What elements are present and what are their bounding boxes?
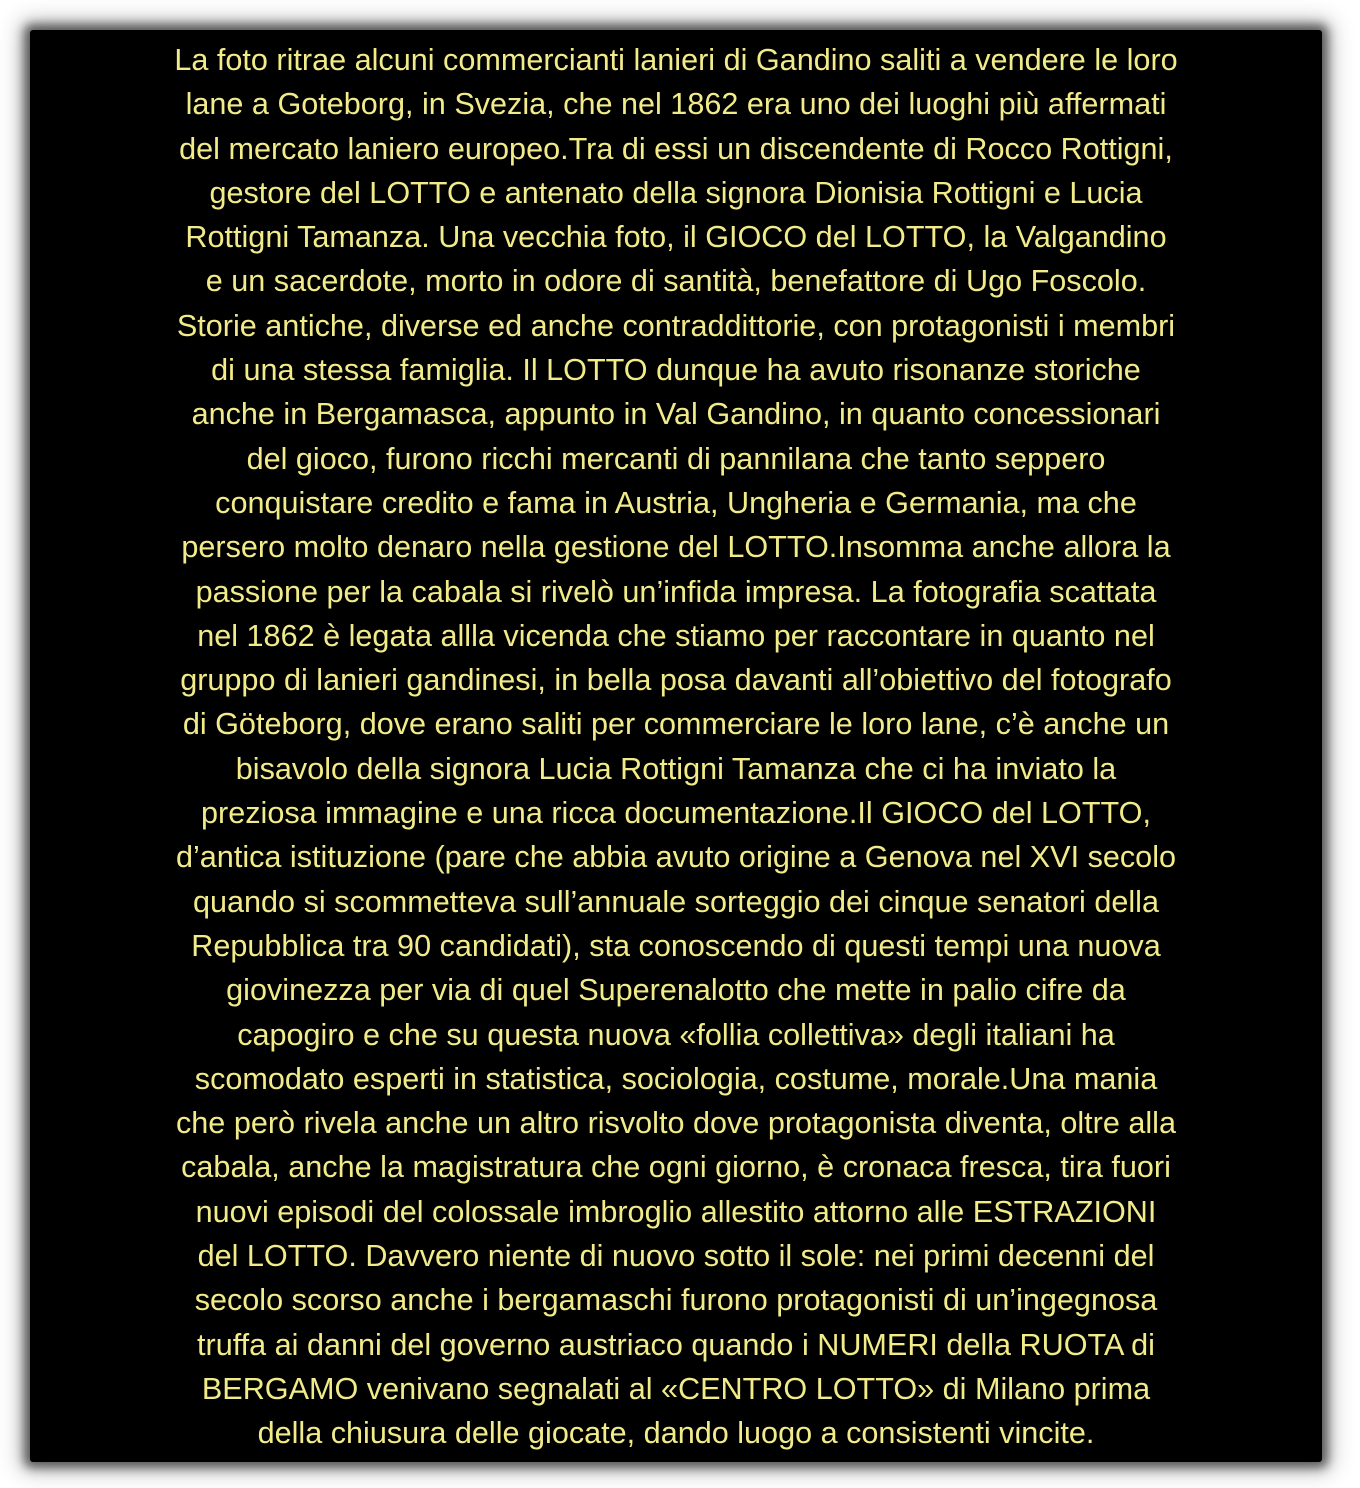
text-line: preziosa immagine e una ricca documentazione.Il GIOCO del LOTTO, <box>201 796 1151 831</box>
text-line: cabala, anche la magistratura che ogni giorno, è cronaca fresca, tira fuori <box>181 1150 1171 1185</box>
text-line: secolo scorso anche i bergamaschi furono protagonisti di un’ingegnosa <box>194 1283 1158 1318</box>
text-line: capogiro e che su questa nuova «follia collettiva» degli italiani ha <box>237 1017 1115 1052</box>
text-panel <box>30 30 1322 1462</box>
text-line: del mercato laniero europeo.Tra di essi un discendente di Rocco Rottigni, <box>179 131 1173 166</box>
text-line: d’antica istituzione (pare che abbia avuto origine a Genova nel XVI secolo <box>175 840 1177 875</box>
text-line: che però rivela anche un altro risvolto dove protagonista diventa, oltre alla <box>176 1106 1176 1141</box>
text-line: persero molto denaro nella gestione del LOTTO.Insomma anche allora la <box>181 530 1171 565</box>
text-line: nel 1862 è legata allla vicenda che stiamo per raccontare in quanto nel <box>197 618 1155 653</box>
text-line: Rottigni Tamanza. Una vecchia foto, il GIOCO del LOTTO, la Valgandino <box>185 220 1167 255</box>
text-line: Repubblica tra 90 candidati), sta conoscendo di questi tempi una nuova <box>191 928 1161 963</box>
text-line: nuovi episodi del colossale imbroglio allestito attorno alle ESTRAZIONI <box>195 1194 1157 1229</box>
text-line: gestore del LOTTO e antenato della signora Dionisia Rottigni e Lucia <box>209 175 1143 210</box>
text-line: quando si scommetteva sull’annuale sorteggio dei cinque senatori della <box>192 884 1159 919</box>
text-line: di una stessa famiglia. Il LOTTO dunque ha avuto risonanze storiche <box>211 353 1141 388</box>
text-line: conquistare credito e fama in Austria, Ungheria e Germania, ma che <box>215 485 1137 520</box>
text-line: anche in Bergamasca, appunto in Val Gandino, in quanto concessionari <box>191 397 1161 432</box>
text-line: di Göteborg, dove erano saliti per commerciare le loro lane, c’è anche un <box>182 707 1170 742</box>
text-line: giovinezza per via di quel Superenalotto che mette in palio cifre da <box>226 973 1126 1008</box>
text-line: gruppo di lanieri gandinesi, in bella posa davanti all’obiettivo del fotografo <box>180 663 1172 698</box>
text-line: della chiusura delle giocate, dando luogo a consistenti vincite. <box>257 1416 1095 1451</box>
text-line: BERGAMO venivano segnalati al «CENTRO LOTTO» di Milano prima <box>201 1371 1151 1406</box>
article-text <box>36 38 1316 1456</box>
text-line: La foto ritrae alcuni commercianti lanieri di Gandino saliti a vendere le loro <box>174 43 1178 77</box>
text-line: Storie antiche, diverse ed anche contraddittorie, con protagonisti i membri <box>176 308 1176 343</box>
text-line: e un sacerdote, morto in odore di santità, benefattore di Ugo Foscolo. <box>205 264 1147 299</box>
text-line: truffa ai danni del governo austriaco quando i NUMERI della RUOTA di <box>197 1327 1155 1362</box>
text-line: del gioco, furono ricchi mercanti di pannilana che tanto seppero <box>246 441 1106 476</box>
text-line: lane a Goteborg, in Svezia, che nel 1862 era uno dei luoghi più affermati <box>185 87 1167 122</box>
text-line: del LOTTO. Davvero niente di nuovo sotto il sole: nei primi decenni del <box>197 1239 1155 1274</box>
text-line: bisavolo della signora Lucia Rottigni Tamanza che ci ha inviato la <box>235 751 1117 786</box>
text-line: scomodato esperti in statistica, sociologia, costume, morale.Una mania <box>194 1061 1158 1096</box>
text-line: passione per la cabala si rivelò un’infida impresa. La fotografia scattata <box>195 574 1157 609</box>
